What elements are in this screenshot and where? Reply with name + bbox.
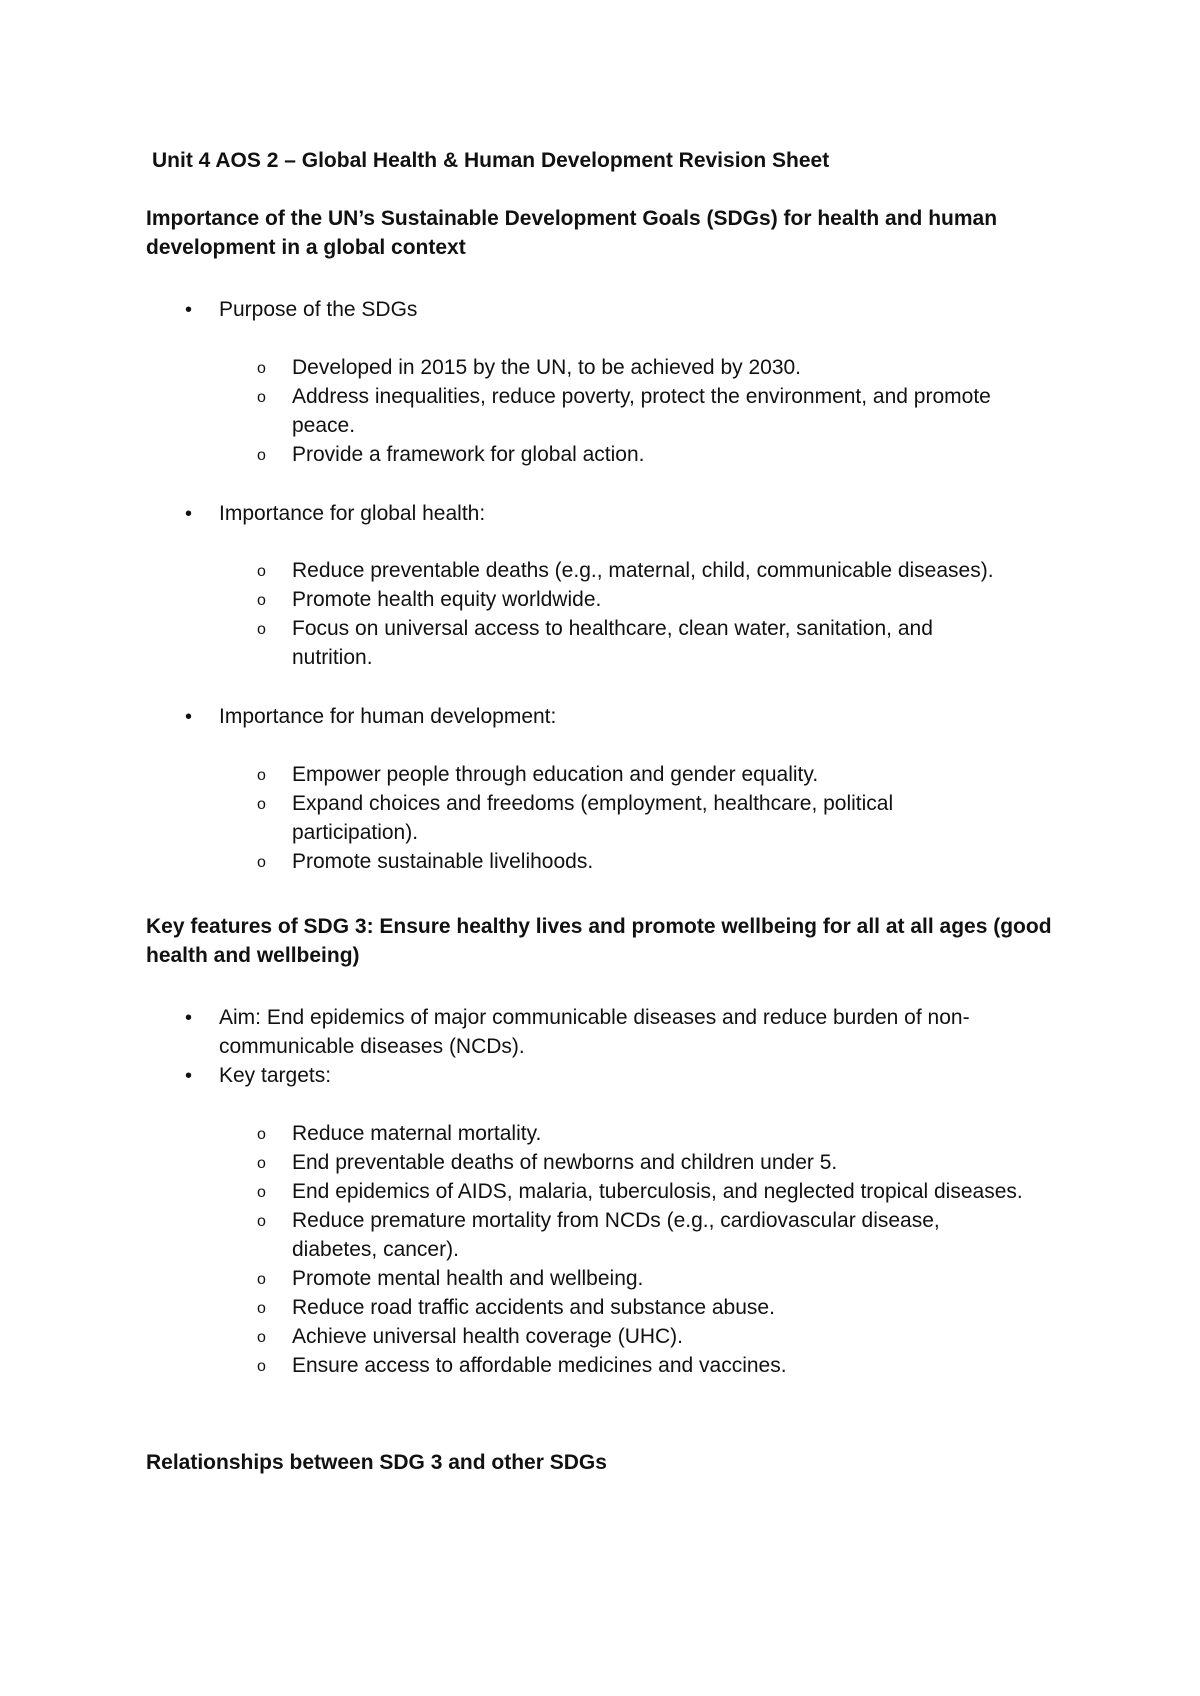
section1-heading-line2: development in a global context <box>146 236 466 259</box>
list-item: Expand choices and freedoms (employment, healthcare, political <box>292 792 894 815</box>
section1-heading-line1: Importance of the UN’s Sustainable Development Goals (SDGs) for health and human <box>146 207 998 230</box>
sub-bullet-icon: o <box>257 1213 266 1230</box>
sub-bullet-icon: o <box>257 621 266 638</box>
list-item: Promote health equity worldwide. <box>292 588 602 611</box>
list-item-continuation: nutrition. <box>292 646 373 669</box>
sub-bullet-icon: o <box>257 1300 266 1317</box>
sub-bullet-icon: o <box>257 447 266 464</box>
list-item: Achieve universal health coverage (UHC). <box>292 1325 684 1348</box>
sub-bullet-icon: o <box>257 854 266 871</box>
sub-bullet-icon: o <box>257 1329 266 1346</box>
sub-bullet-icon: o <box>257 1126 266 1143</box>
list-item: Promote mental health and wellbeing. <box>292 1267 644 1290</box>
bullet-icon: • <box>185 1007 193 1029</box>
list-item: Reduce maternal mortality. <box>292 1122 542 1145</box>
list-item: End preventable deaths of newborns and children under 5. <box>292 1151 838 1174</box>
sub-bullet-icon: o <box>257 1358 266 1375</box>
sub-bullet-icon: o <box>257 767 266 784</box>
list-item: Reduce premature mortality from NCDs (e.g., cardiovascular disease, <box>292 1209 940 1232</box>
bullet-icon: • <box>185 706 193 728</box>
sub-bullet-icon: o <box>257 592 266 609</box>
global-health-label: Importance for global health: <box>219 502 486 525</box>
list-item: End epidemics of AIDS, malaria, tuberculosis, and neglected tropical diseases. <box>292 1180 1023 1203</box>
list-item: Ensure access to affordable medicines and vaccines. <box>292 1354 787 1377</box>
sub-bullet-icon: o <box>257 1184 266 1201</box>
list-item: Focus on universal access to healthcare, clean water, sanitation, and <box>292 617 933 640</box>
list-item: Reduce preventable deaths (e.g., maternal, child, communicable diseases). <box>292 559 994 582</box>
sub-bullet-icon: o <box>257 796 266 813</box>
list-item: Reduce road traffic accidents and substance abuse. <box>292 1296 775 1319</box>
aim-text-continuation: communicable diseases (NCDs). <box>219 1035 525 1058</box>
section2-heading-line1: Key features of SDG 3: Ensure healthy lives and promote wellbeing for all at all ages (good <box>146 915 1052 938</box>
sub-bullet-icon: o <box>257 389 266 406</box>
purpose-label: Purpose of the SDGs <box>219 298 418 321</box>
sub-bullet-icon: o <box>257 1271 266 1288</box>
aim-text: Aim: End epidemics of major communicable diseases and reduce burden of non- <box>219 1006 970 1029</box>
document-title: Unit 4 AOS 2 – Global Health & Human Development Revision Sheet <box>152 149 830 172</box>
bullet-icon: • <box>185 299 193 321</box>
list-item-continuation: diabetes, cancer). <box>292 1238 459 1261</box>
section3-heading: Relationships between SDG 3 and other SDGs <box>146 1451 607 1474</box>
bullet-icon: • <box>185 503 193 525</box>
bullet-icon: • <box>185 1065 193 1087</box>
list-item: Promote sustainable livelihoods. <box>292 850 594 873</box>
sub-bullet-icon: o <box>257 563 266 580</box>
section2-heading-line2: health and wellbeing) <box>146 944 360 967</box>
list-item: Empower people through education and gender equality. <box>292 763 819 786</box>
list-item: Provide a framework for global action. <box>292 443 645 466</box>
sub-bullet-icon: o <box>257 360 266 377</box>
key-targets-label: Key targets: <box>219 1064 332 1087</box>
sub-bullet-icon: o <box>257 1155 266 1172</box>
list-item: Address inequalities, reduce poverty, protect the environment, and promote <box>292 385 991 408</box>
list-item-continuation: participation). <box>292 821 419 844</box>
list-item-continuation: peace. <box>292 414 356 437</box>
list-item: Developed in 2015 by the UN, to be achieved by 2030. <box>292 356 802 379</box>
human-development-label: Importance for human development: <box>219 705 557 728</box>
